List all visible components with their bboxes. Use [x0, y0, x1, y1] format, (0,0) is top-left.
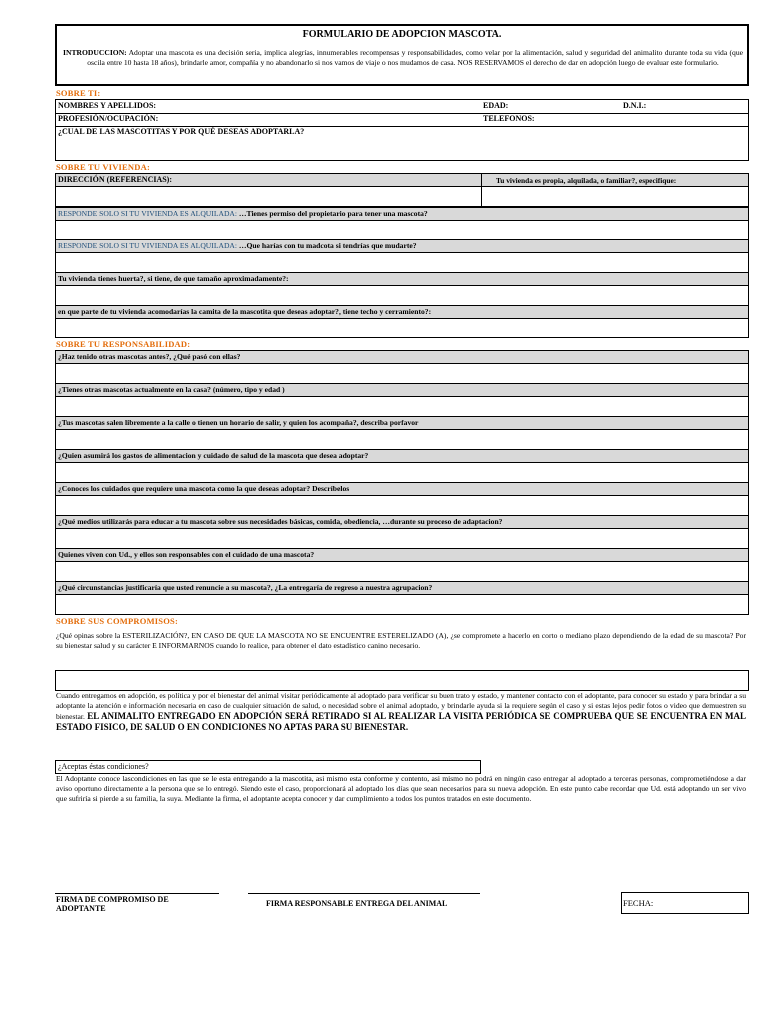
vivienda-question-camita	[55, 305, 749, 338]
politica-paragraph	[56, 691, 746, 733]
fecha-label: FECHA:	[623, 898, 654, 908]
intro-label: INTRODUCCION:	[63, 48, 127, 57]
answer-field[interactable]	[56, 562, 748, 581]
alquilada-prefix: RESPONDE SOLO SI TU VIVIENDA ES ALQUILADA:	[58, 209, 238, 218]
responsabilidad-question	[55, 482, 749, 516]
responsabilidad-question	[55, 449, 749, 483]
vivienda-question-permiso	[55, 207, 749, 240]
mudarte-answer-field[interactable]	[56, 253, 748, 272]
permiso-question: …Tienes permiso del propietario para tener una mascota?	[237, 209, 428, 218]
form-title: FORMULARIO DE ADOPCION MASCOTA.	[302, 29, 502, 40]
question-label: ¿Qué medios utilizarás para educar a tu mascota sobre sus necesidades básicas, comida, obediencia, …durante su proceso de adaptacion?	[56, 516, 748, 529]
politica-text: Cuando entregamos en adopción, es política y por el bienestar del animal visitar periódicamente al adoptado para verificar su buen trato y estado, y mantener contacto con el adoptante, para conocer su estado y para brindar a su adoptante la atención e información necesaria en caso de cualquier situación de salud, o necesidad sobre el animal adoptado, y brindarle ayuda si la requiere según el caso y si estas lejos pedir fotos o video que demuestren su bienestar.	[56, 691, 746, 721]
question-label: ¿Tienes otras mascotas actualmente en la casa? (número, tipo y edad )	[56, 384, 748, 397]
section-heading-ti: SOBRE TI:	[56, 88, 101, 98]
responsable-signature-line[interactable]	[248, 893, 480, 894]
answer-field[interactable]	[56, 430, 748, 449]
section-heading-vivienda: SOBRE TU VIVIENDA:	[56, 162, 150, 172]
responsabilidad-question	[55, 350, 749, 384]
edad-label: EDAD:	[483, 101, 509, 110]
mascotitas-answer-field[interactable]	[56, 140, 748, 160]
camita-question: en que parte de tu vivienda acomodarías la camita de la mascotita que deseas adoptar?, tiene techo y cerramiento?:	[56, 306, 748, 319]
adoptante-signature-label-line1: FIRMA DE COMPROMISO DE	[56, 895, 169, 904]
nombres-label: NOMBRES Y APELLIDOS:	[58, 101, 157, 110]
question-label: ¿Tus mascotas salen libremente a la calle o tienen un horario de salir, y quien los acompaña?, describa porfavor	[56, 417, 748, 430]
final-paragraph: El Adoptante conoce lascondiciones en las que se le esta entregando a la mascotita, asi mismo esta conforme y contento, asi mismo no podrá en ningún caso entregar al adoptado a terceras personas, comprometiéndose a dar aviso oportuno directamente a la persona que se lo entregó. Siendo este el caso, proporcionará al adoptado los días que sean necesarios para su nueva adopción. En este punto cabe recordar que Ud. está adoptando un ser vivo que sufriría si pierde a su familia, la suya. Mediante la firma, el adoptante acepta conocer y dar cumplimiento a todos los puntos tratados en este documento.	[56, 774, 746, 803]
esterilizacion-answer-field[interactable]	[55, 670, 749, 691]
answer-field[interactable]	[56, 364, 748, 383]
responsabilidad-question	[55, 383, 749, 417]
direccion-answer-field[interactable]	[56, 188, 480, 207]
responsable-signature-label: FIRMA RESPONSABLE ENTREGA DEL ANIMAL	[266, 899, 448, 908]
vivienda-question-mudarte	[55, 239, 749, 273]
permiso-answer-field[interactable]	[56, 221, 748, 239]
mudarte-question: …Que harías con tu madcota si tendrías que mudarte?	[237, 241, 417, 250]
aceptas-label: ¿Aceptas éstas condiciones?	[58, 762, 149, 771]
adoptante-signature-label	[56, 895, 169, 913]
question-label: ¿Conoces los cuidados que requiere una mascota como la que deseas adoptar? Descríbelos	[56, 483, 748, 496]
alquilada-prefix: RESPONDE SOLO SI TU VIVIENDA ES ALQUILADA:	[58, 241, 238, 250]
aceptas-field[interactable]	[55, 760, 481, 774]
responsabilidad-question	[55, 581, 749, 615]
tipo-vivienda-answer-field[interactable]	[482, 188, 748, 207]
intro-text: Adoptar una mascota es una decisión seria, implica alegrías, innumerables recompensas y responsabilidades, como velar por la alimentación, salud y seguridad del animalito durante toda su vida (que oscila entre 10 hasta 18 años), brindarle amor, compañía y no abandonarlo si nos vamos de viaje o nos mudamos de casa. NOS RESERVAMOS el derecho de dar en adopción luego de evaluar este formulario.	[87, 48, 743, 67]
question-label: Quienes viven con Ud., y ellos son responsables con el cuidado de una mascota?	[56, 549, 748, 562]
intro-paragraph	[63, 48, 743, 68]
huerta-question: Tu vivienda tienes huerta?, si tiene, de que tamaño aproximadamente?:	[56, 273, 748, 286]
question-label: ¿Quien asumirá los gastos de alimentacion y cuidado de salud de la mascota que desea adoptar?	[56, 450, 748, 463]
responsabilidad-question	[55, 416, 749, 450]
vivienda-question-huerta	[55, 272, 749, 306]
telefonos-label: TELEFONOS:	[483, 114, 535, 123]
section-heading-compromisos: SOBRE SUS COMPROMISOS:	[56, 616, 179, 626]
fecha-field[interactable]	[621, 892, 749, 914]
answer-field[interactable]	[56, 463, 748, 482]
mascotitas-label: ¿CUAL DE LAS MASCOTITAS Y POR QUÉ DESEAS ADOPTARLA?	[58, 127, 305, 136]
answer-field[interactable]	[56, 595, 748, 614]
tipo-vivienda-label: Tu vivienda es propia, alquilada, o familiar?, especifique:	[496, 176, 677, 185]
responsabilidad-question	[55, 548, 749, 582]
direccion-label: DIRECCIÓN (REFERENCIAS):	[58, 175, 173, 184]
section-ti-table	[55, 99, 749, 161]
huerta-answer-field[interactable]	[56, 286, 748, 305]
section-heading-responsabilidad: SOBRE TU RESPONSABILIDAD:	[56, 339, 191, 349]
question-label: ¿Qué circunstancias justificaría que usted renuncie a su mascota?, ¿La entregaría de regreso a nuestra agrupacion?	[56, 582, 748, 595]
direccion-table	[55, 173, 749, 207]
politica-bold-text: EL ANIMALITO ENTREGADO EN ADOPCIÓN SERÁ RETIRADO SI AL REALIZAR LA VISITA PERIÓDICA SE COMPRUEBA QUE SE ENCUENTRA EN MAL ESTADO FISICO, DE SALUD O EN CONDICIONES NO APTAS PARA SU BIENESTAR.	[56, 711, 746, 732]
answer-field[interactable]	[56, 397, 748, 416]
answer-field[interactable]	[56, 496, 748, 515]
dni-label: D.N.I.:	[623, 101, 647, 110]
adoptante-signature-label-line2: ADOPTANTE	[56, 904, 106, 913]
form-header	[55, 24, 749, 86]
esterilizacion-paragraph: ¿Qué opinas sobre la ESTERILIZACIÓN?, EN CASO DE QUE LA MASCOTA NO SE ENCUENTRE ESTERELIZADO (A), ¿se compromete a hacerlo en corto o mediano plazo dependiendo de la edad de su mascota? Por su bienestar salud y su carácter E INFORMARNOS cuando lo realice, para obtener el dato estadístico canino necesario.	[56, 631, 746, 650]
adoptante-signature-line[interactable]	[55, 893, 219, 894]
answer-field[interactable]	[56, 529, 748, 548]
profesion-label: PROFESIÓN/OCUPACIÓN:	[58, 114, 159, 123]
camita-answer-field[interactable]	[56, 319, 748, 337]
responsabilidad-question	[55, 515, 749, 549]
question-label: ¿Haz tenido otras mascotas antes?, ¿Qué pasó con ellas?	[56, 351, 748, 364]
